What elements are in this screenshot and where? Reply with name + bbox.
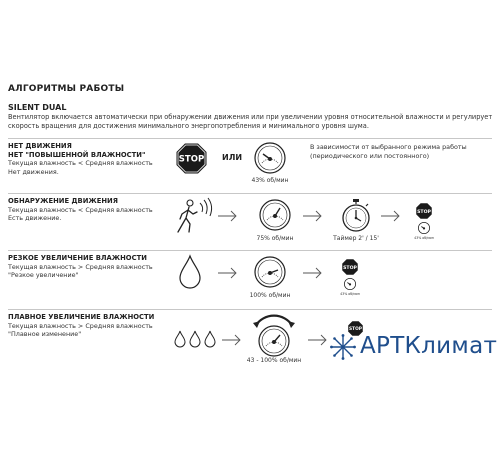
fan-speed-gauge-icon (344, 278, 356, 290)
section-sharp-humidity-increase (8, 254, 173, 280)
stop-sign-icon (416, 203, 432, 219)
fan-speed-gauge-icon (259, 199, 291, 231)
stop-sign-icon (342, 259, 358, 275)
fan-speed-range-gauge-icon (250, 313, 298, 359)
water-drop-icon (178, 255, 202, 289)
section-title: РЕЗКОЕ УВЕЛИЧЕНИЕ ВЛАЖНОСТИ (8, 254, 147, 262)
section-text: Текущая влажность > Средняя влажность (8, 262, 153, 271)
section-movement-detected (8, 197, 173, 223)
fan-speed-gauge-icon (254, 256, 286, 288)
section-title: ОБНАРУЖЕНИЕ ДВИЖЕНИЯ (8, 197, 118, 205)
section-text: Текущая влажность < Средняя влажность (8, 159, 153, 167)
mode-note (310, 143, 467, 160)
separator (8, 250, 492, 251)
section-title: ПЛАВНОЕ УВЕЛИЧЕНИЕ ВЛАЖНОСТИ (8, 313, 155, 321)
section-no-movement (8, 142, 173, 176)
page-title: АЛГОРИТМЫ РАБОТЫ (8, 84, 125, 94)
speed-caption: 75% об/мин (256, 235, 294, 242)
intro-text: Вентилятор включается автоматически при обнаружении движения или при увеличении уровня относительной влажности и регулирует скорость вращения для достижения минимального энергопотребления и минимального уровня шума. (8, 113, 493, 130)
section-smooth-humidity-increase (8, 313, 173, 339)
note-line: (периодического или постоянного) (310, 151, 430, 160)
arrow-right-icon (218, 209, 238, 223)
separator (8, 193, 492, 194)
arrow-right-icon (381, 209, 401, 223)
water-drops-icon (174, 330, 216, 348)
note-line: В зависимости от выбранного режима работы (310, 143, 467, 151)
section-text: "Плавное изменение" (8, 330, 82, 338)
speed-caption: 43 - 100% об/мин (246, 357, 302, 364)
walking-person-icon (176, 199, 214, 233)
fan-speed-gauge-icon (254, 142, 286, 174)
arrow-right-icon (308, 333, 328, 347)
section-title: НЕТ "ПОВЫШЕННОЙ ВЛАЖНОСТИ" (8, 150, 146, 159)
brand-watermark: АРТКлимат (360, 333, 498, 359)
fan-speed-gauge-icon (418, 222, 430, 234)
small-speed-caption: 43% об/мин (414, 236, 434, 240)
arrow-right-icon (222, 333, 242, 347)
brand-logo-icon (330, 334, 356, 360)
speed-caption: 43% об/мин (251, 177, 289, 184)
stop-label: STOP (343, 265, 357, 271)
section-text: Нет движения. (8, 167, 59, 176)
section-text: Текущая влажность < Средняя влажность (8, 205, 153, 214)
stop-label: STOP (178, 154, 205, 165)
section-text: Есть движение. (8, 214, 62, 222)
stopwatch-icon (340, 199, 372, 232)
stop-sign-icon (176, 143, 207, 174)
model-name: SILENT DUAL (8, 103, 67, 112)
section-text: "Резкое увеличение" (8, 271, 79, 279)
or-label: ИЛИ (222, 153, 243, 162)
speed-caption: 100% об/мин (249, 292, 291, 299)
small-speed-caption: 43% об/мин (340, 292, 360, 296)
stop-label: STOP (349, 327, 362, 333)
stop-label: STOP (417, 209, 431, 215)
arrow-right-icon (303, 209, 323, 223)
section-text: Текущая влажность > Средняя влажность (8, 321, 153, 330)
arrow-right-icon (218, 266, 238, 280)
arrow-right-icon (303, 266, 323, 280)
separator (8, 138, 492, 139)
timer-caption: Таймер 2' / 15' (333, 235, 379, 242)
section-title: НЕТ ДВИЖЕНИЯ (8, 142, 72, 150)
separator (8, 309, 492, 310)
